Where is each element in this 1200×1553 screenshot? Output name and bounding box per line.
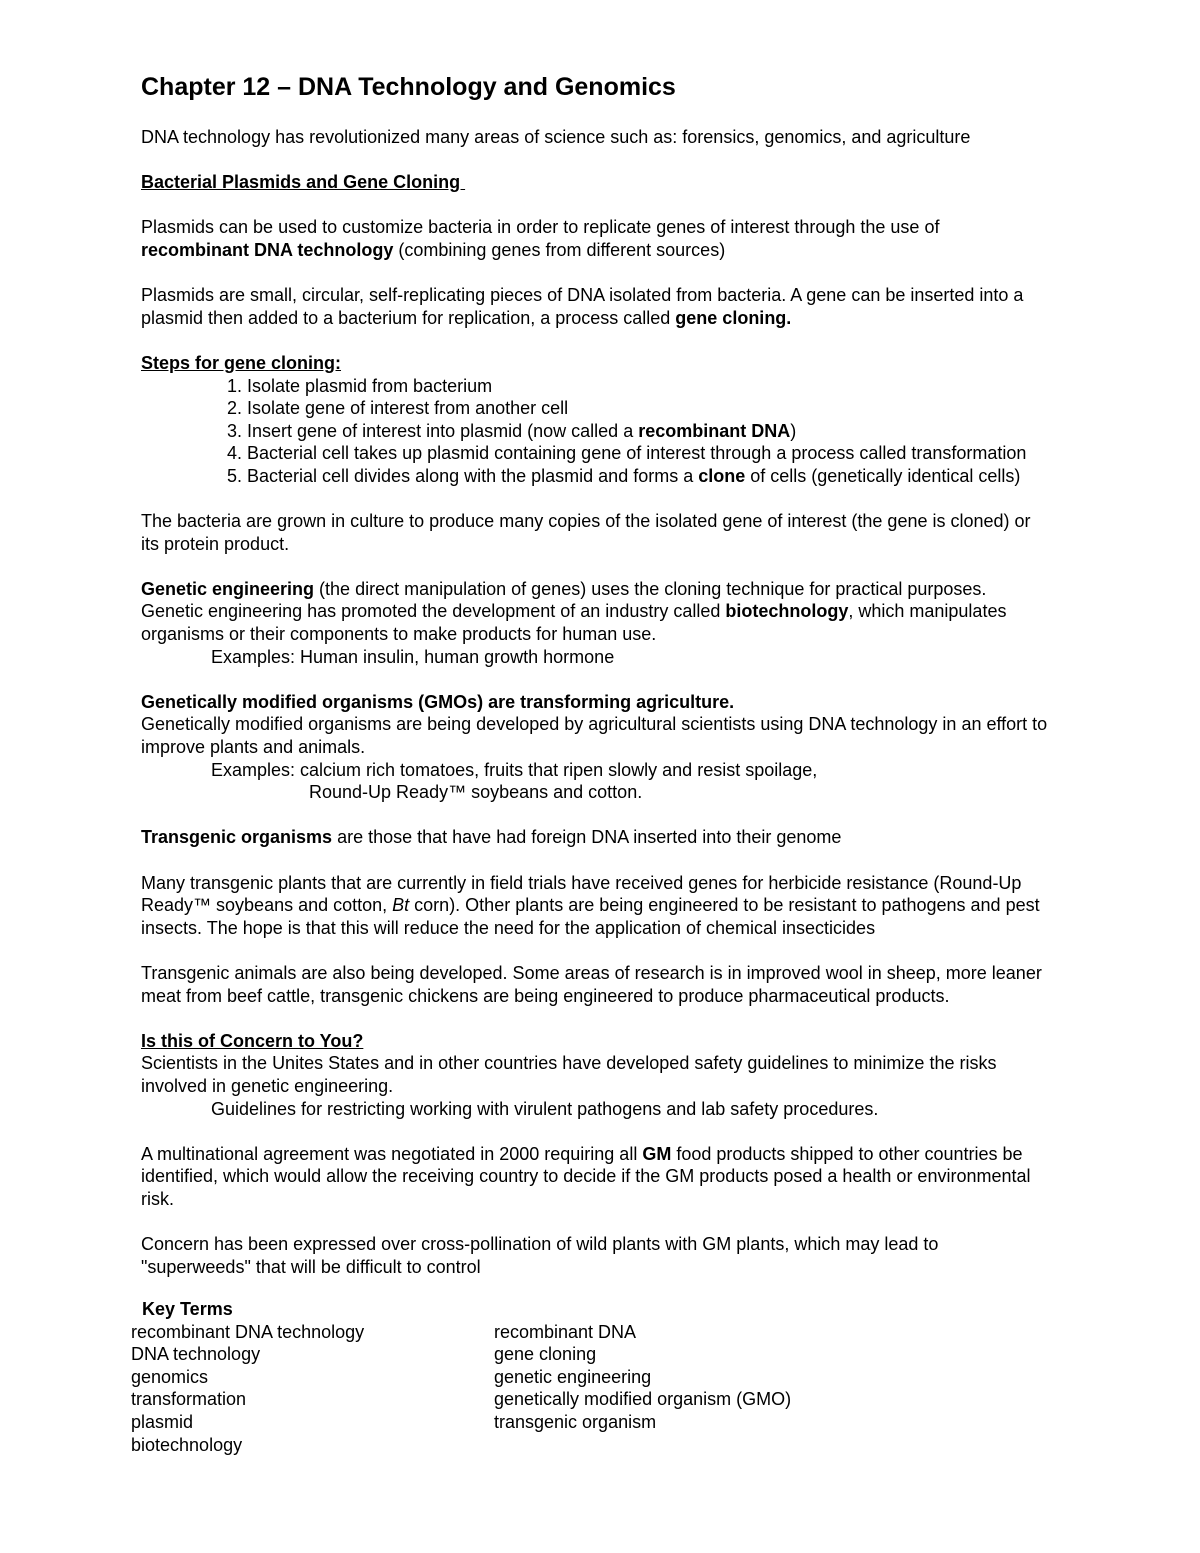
tp-line2: Ready™ soybeans and cotton, xyxy=(141,895,393,916)
plasmids-para-2-line1: Plasmids are small, circular, self-replicating pieces of DNA isolated from bacteria. A gene can be inserted into a xyxy=(141,285,1024,306)
step-5-end: of cells (genetically identical cells) xyxy=(745,465,1021,486)
list-item: genetic engineering xyxy=(494,1366,652,1387)
list-item: transgenic organism xyxy=(494,1411,657,1432)
section-heading-steps: Steps for gene cloning: xyxy=(141,352,342,373)
c3-line2: "superweeds" that will be difficult to control xyxy=(141,1256,481,1277)
list-item: genomics xyxy=(131,1366,209,1387)
plasmids-para-2 xyxy=(141,284,1141,329)
transgenic-definition-text: are those that have had foreign DNA inserted into their genome xyxy=(332,827,842,848)
section-heading-plasmids: Bacterial Plasmids and Gene Cloning xyxy=(141,172,466,193)
term-gm: GM xyxy=(642,1143,672,1164)
plasmids-para-2-line2: plasmid then added to a bacterium for replication, a process called xyxy=(141,307,676,328)
term-clone: clone xyxy=(698,465,746,486)
intro-text: DNA technology has revolutionized many areas of science such as: forensics, genomics, and agriculture xyxy=(141,127,971,147)
step-3-end: ) xyxy=(790,420,797,441)
genetic-engineering-para xyxy=(141,578,1141,646)
page-title: Chapter 12 – DNA Technology and Genomics xyxy=(141,73,676,101)
ge-line2: Genetic engineering has promoted the development of an industry called xyxy=(141,601,726,622)
step-5-text: Bacterial cell divides along with the plasmid and forms a xyxy=(247,465,699,486)
key-terms-grid xyxy=(131,1321,1031,1457)
document-page xyxy=(141,68,1141,1278)
bt-italic: Bt xyxy=(392,895,410,916)
c2-line2: identified, which would allow the receiving country to decide if the GM products posed a health or environmental xyxy=(141,1166,1031,1187)
concern-para-2 xyxy=(141,1143,1141,1211)
section-heading-concern: Is this of Concern to You? xyxy=(141,1030,364,1051)
key-terms-right-column xyxy=(494,1321,894,1457)
gmo-examples-2: Round-Up Ready™ soybeans and cotton. xyxy=(309,782,643,803)
list-item: 2. Isolate gene of interest from another cell xyxy=(247,397,1141,420)
gmo-para xyxy=(141,713,1141,758)
culture-line2: its protein product. xyxy=(141,533,290,554)
concern-para-1 xyxy=(141,1052,1141,1097)
ge-line3: organisms or their components to make products for human use. xyxy=(141,624,657,645)
key-terms-title: Key Terms xyxy=(142,1299,233,1319)
ta-line2: meat from beef cattle, transgenic chickens are being engineered to produce pharmaceutical products. xyxy=(141,985,950,1006)
tp-line1: Many transgenic plants that are currently in field trials have received genes for herbicide resistance (Round-Up xyxy=(141,872,1022,893)
transgenic-plants-para xyxy=(141,872,1141,940)
term-genetic-engineering: Genetic engineering xyxy=(141,578,315,599)
term-transgenic-organisms: Transgenic organisms xyxy=(141,827,333,848)
term-biotechnology: biotechnology xyxy=(725,601,849,622)
key-terms-left-column xyxy=(131,1321,494,1457)
transgenic-definition xyxy=(141,826,1141,849)
culture-line1: The bacteria are grown in culture to produce many copies of the isolated gene of interest (the gene is cloned) or xyxy=(141,511,1031,532)
list-item: genetically modified organism (GMO) xyxy=(494,1389,792,1410)
ge-line1: (the direct manipulation of genes) uses the cloning technique for practical purposes. xyxy=(314,578,987,599)
list-item: biotechnology xyxy=(131,1434,243,1455)
concern-para-3 xyxy=(141,1233,1141,1278)
plasmids-para-1-line1: Plasmids can be used to customize bacteria in order to replicate genes of interest through the use of xyxy=(141,217,940,238)
culture-para xyxy=(141,510,1141,555)
c2-line3: risk. xyxy=(141,1188,174,1209)
steps-list xyxy=(141,375,1141,488)
concern-guidelines: Guidelines for restricting working with virulent pathogens and lab safety procedures. xyxy=(211,1098,879,1119)
list-item: DNA technology xyxy=(131,1344,261,1365)
c2-line1-end: food products shipped to other countries be xyxy=(671,1143,1023,1164)
plasmids-para-1 xyxy=(141,216,1141,261)
list-item: 1. Isolate plasmid from bacterium xyxy=(247,375,1141,398)
list-item xyxy=(247,465,1141,488)
transgenic-animals-para xyxy=(141,962,1141,1007)
gmo-line1: Genetically modified organisms are being developed by agricultural scientists using DNA technology in an effort to xyxy=(141,714,1048,735)
term-recombinant-dna: recombinant DNA xyxy=(638,420,791,441)
list-item: recombinant DNA technology xyxy=(131,1321,365,1342)
list-item: plasmid xyxy=(131,1411,194,1432)
c3-line1: Concern has been expressed over cross-pollination of wild plants with GM plants, which may lead to xyxy=(141,1234,939,1255)
c-line2: involved in genetic engineering. xyxy=(141,1075,394,1096)
gmo-heading xyxy=(141,691,1141,714)
term-recombinant-dna-technology: recombinant DNA technology xyxy=(141,239,394,260)
ge-examples: Examples: Human insulin, human growth hormone xyxy=(211,646,615,667)
step-3-text: Insert gene of interest into plasmid (now called a xyxy=(247,420,639,441)
key-terms-section xyxy=(131,1298,1031,1456)
gmo-examples-1: Examples: calcium rich tomatoes, fruits that ripen slowly and resist spoilage, xyxy=(211,759,818,780)
term-gene-cloning: gene cloning. xyxy=(675,307,792,328)
plasmids-para-1-line2: (combining genes from different sources) xyxy=(393,239,726,260)
gmo-heading-text: Genetically modified organisms (GMOs) are transforming agriculture. xyxy=(141,691,735,712)
list-item: transformation xyxy=(131,1389,247,1410)
ge-line2-end: , which manipulates xyxy=(848,601,1007,622)
gmo-line2: improve plants and animals. xyxy=(141,737,366,758)
list-item xyxy=(247,420,1141,443)
c-line1: Scientists in the Unites States and in other countries have developed safety guidelines to minimize the risks xyxy=(141,1053,997,1074)
list-item: recombinant DNA xyxy=(494,1321,637,1342)
ta-line1: Transgenic animals are also being developed. Some areas of research is in improved wool in sheep, more leaner xyxy=(141,962,1042,983)
tp-line3: insects. The hope is that this will reduce the need for the application of chemical insecticides xyxy=(141,917,876,938)
tp-line2-end: corn). Other plants are being engineered to be resistant to pathogens and pest xyxy=(409,895,1040,916)
c2-line1: A multinational agreement was negotiated in 2000 requiring all xyxy=(141,1143,643,1164)
list-item: gene cloning xyxy=(494,1344,597,1365)
list-item: 4. Bacterial cell takes up plasmid containing gene of interest through a process called transformation xyxy=(247,442,1141,465)
